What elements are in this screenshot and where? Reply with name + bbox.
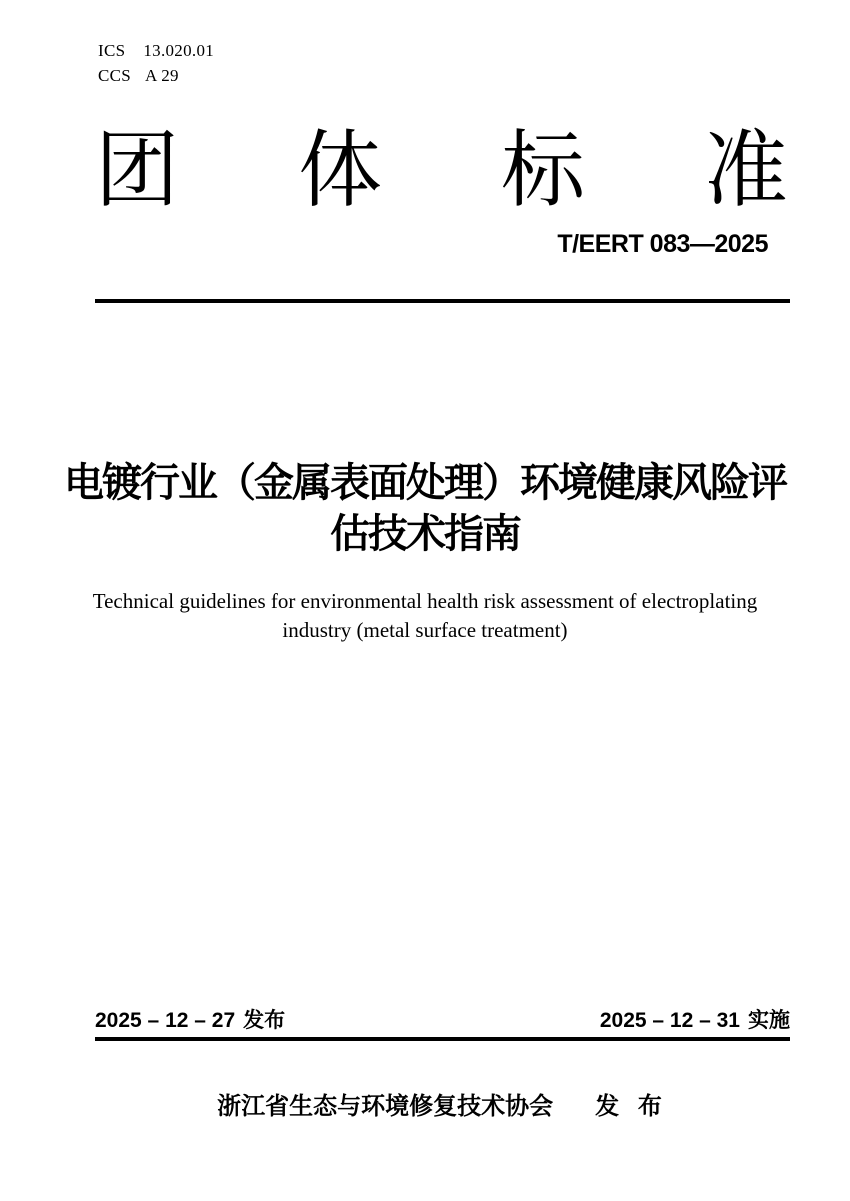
issue-date: 2025 – 12 – 27 xyxy=(95,1009,236,1032)
main-title-cn xyxy=(40,458,810,560)
issue-date-group xyxy=(95,1008,285,1034)
publisher-name: 浙江省生态与环境修复技术协会 xyxy=(217,1093,554,1120)
main-title-cn-line2: 估技术指南 xyxy=(330,512,520,556)
doc-type-char: 体 xyxy=(297,121,382,219)
implement-date: 2025 – 12 – 31 xyxy=(599,1009,740,1032)
publish-action-label: 发 布 xyxy=(595,1093,668,1120)
issue-label: 发布 xyxy=(243,1009,286,1032)
dates-row xyxy=(95,1008,790,1034)
classification-codes xyxy=(98,38,214,88)
doc-type-char: 标 xyxy=(500,121,585,219)
top-rule xyxy=(95,299,790,303)
main-title-en-line2: industry (metal surface treatment) xyxy=(282,618,568,642)
ics-code: 13.020.01 xyxy=(143,41,215,60)
main-title-cn-line1: 电镀行业（金属表面处理）环境健康风险评 xyxy=(64,461,786,505)
main-title-en xyxy=(60,587,790,645)
ics-label: ICS xyxy=(98,41,126,60)
main-title-en-line1: Technical guidelines for environmental health risk assessment of electroplating xyxy=(92,589,758,613)
doc-type-title xyxy=(95,121,788,219)
standard-number: T/EERT 083—2025 xyxy=(557,230,768,258)
ccs-line xyxy=(98,63,214,88)
ccs-code: A 29 xyxy=(145,66,179,85)
doc-type-char: 团 xyxy=(95,121,180,219)
implement-label: 实施 xyxy=(748,1009,790,1032)
doc-type-char: 准 xyxy=(703,121,788,219)
bottom-rule xyxy=(95,1037,790,1041)
ccs-label: CCS xyxy=(98,66,132,85)
ics-line xyxy=(98,38,214,63)
publisher-line xyxy=(95,1092,790,1122)
implement-date-group xyxy=(600,1008,790,1034)
